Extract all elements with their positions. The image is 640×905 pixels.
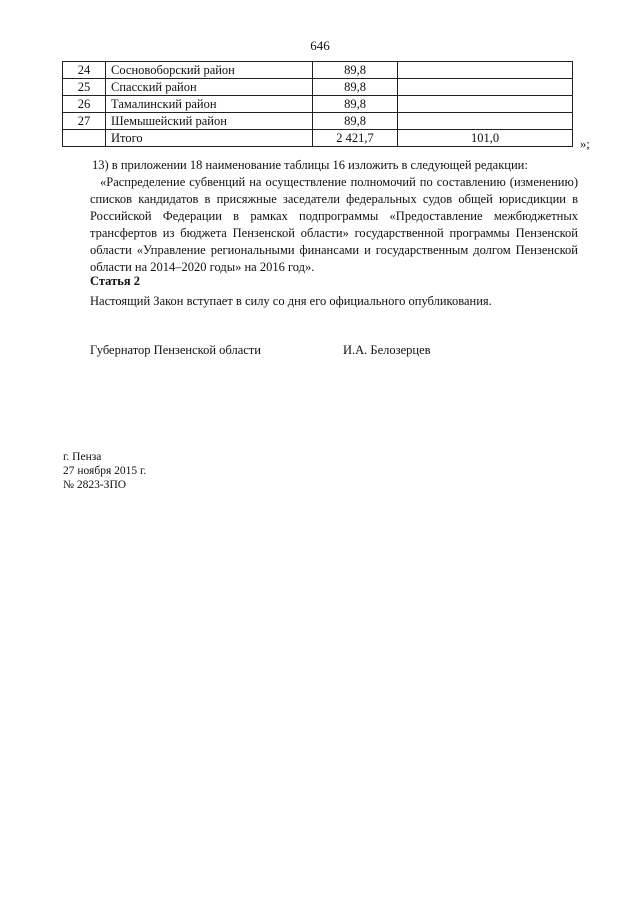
table-row [63,96,573,113]
row-number: 26 [63,96,106,113]
table-row [63,62,573,79]
row-number: 24 [63,62,106,79]
district-name: Шемышейский район [106,113,313,130]
row-number: 25 [63,79,106,96]
extra-value: 101,0 [398,130,573,147]
footer-number: № 2823-ЗПО [63,479,127,491]
subvention-table [62,61,573,147]
extra-value [398,62,573,79]
page-number: 646 [310,38,330,53]
footer-date: 27 ноября 2015 г. [63,465,147,477]
extra-value [398,113,573,130]
document-footer [63,450,146,492]
amount-value: 89,8 [313,79,398,96]
amount-value: 89,8 [313,113,398,130]
signatory-position: Губернатор Пензенской области [90,343,261,357]
district-name: Итого [106,130,313,147]
article-text: Настоящий Закон вступает в силу со дня его официального опубликования. [90,294,492,308]
table-closing-mark: »; [580,137,590,151]
row-number: 27 [63,113,106,130]
amount-value: 2 421,7 [313,130,398,147]
district-name: Спасский район [106,79,313,96]
paragraph-13: 13) в приложении 18 наименование таблицы 16 изложить в следующей редакции: [92,158,528,172]
row-number [63,130,106,147]
table-total-row [63,130,573,147]
footer-city: г. Пенза [63,451,102,463]
extra-value [398,79,573,96]
signatory-name: И.А. Белозерцев [343,343,431,357]
district-name: Сосновоборский район [106,62,313,79]
amount-value: 89,8 [313,62,398,79]
amount-value: 89,8 [313,96,398,113]
article-title: Статья 2 [90,274,140,288]
district-name: Тамалинский район [106,96,313,113]
extra-value [398,96,573,113]
table-row [63,79,573,96]
table-title-quote: «Распределение субвенций на осуществление полномочий по составлению (изменению) списков кандидатов в присяжные заседатели федеральных судов общей юрисдикции в Российской Федерации в рамках подпрограммы «Предоставление межбюджетных трансфертов из бюджета Пензенской области» государственной программы Пензенской области «Управление региональными финансами и государственным долгом Пензенской области на 2014–2020 годы» на 2016 год». [90,175,578,274]
table-row [63,113,573,130]
